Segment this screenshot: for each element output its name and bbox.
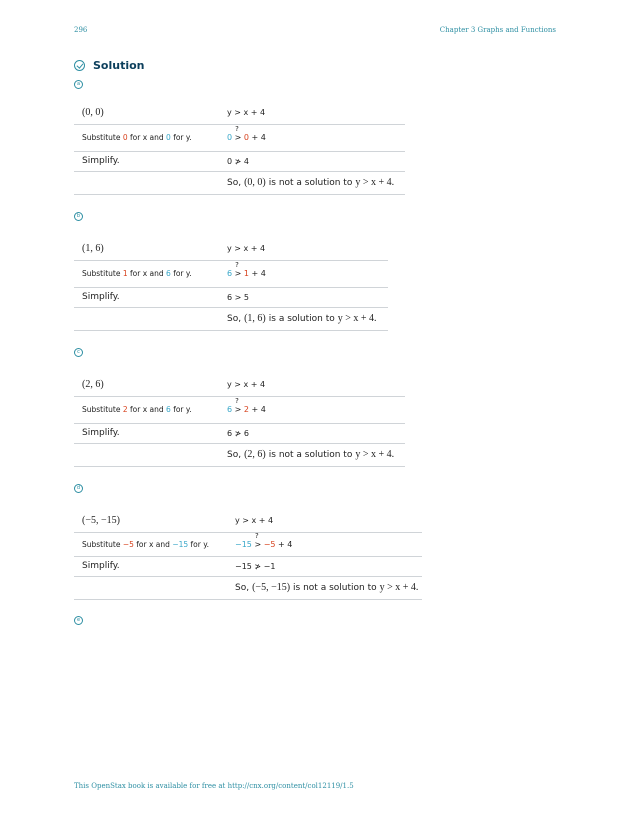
table-row xyxy=(74,124,405,151)
conclusion: So, (0, 0) is not a solution to y > x + 4. xyxy=(219,171,405,194)
table-row xyxy=(74,443,405,466)
table-row xyxy=(74,232,388,260)
footer-note: This OpenStax book is available for free at http://cnx.org/content/col12119/1.5 xyxy=(74,782,354,790)
part-marker-a: a xyxy=(74,80,83,89)
table-row xyxy=(74,532,422,556)
substitute-instruction: Substitute 1 for x and 6 for y. xyxy=(74,260,219,287)
table-row xyxy=(74,151,405,171)
step-table-b xyxy=(74,232,388,331)
table-row xyxy=(74,396,405,423)
simplified-result: −15 ≯ −1 xyxy=(227,556,422,576)
table-row xyxy=(74,504,422,532)
part-marker-e: e xyxy=(74,616,83,625)
conclusion: So, (2, 6) is not a solution to y > x + 4. xyxy=(219,443,405,466)
step-table-a xyxy=(74,96,405,195)
substituted-inequality: −15 ? > −5 + 4 xyxy=(227,532,422,556)
table-row xyxy=(74,287,388,307)
part-marker-c: c xyxy=(74,348,83,357)
table-row xyxy=(74,307,388,330)
point-label: (−5, −15) xyxy=(82,515,120,527)
chapter-title: Chapter 3 Graphs and Functions xyxy=(439,26,556,34)
substitute-instruction: Substitute 0 for x and 0 for y. xyxy=(74,124,219,151)
point-label: (0, 0) xyxy=(82,107,104,119)
table-row xyxy=(74,368,405,396)
substituted-inequality: 0 ? > 0 + 4 xyxy=(219,124,405,151)
simplify-label: Simplify. xyxy=(74,423,219,443)
point-label: (1, 6) xyxy=(82,243,104,255)
check-circle-icon xyxy=(74,60,85,71)
inequality: y > x + 4 xyxy=(227,244,266,254)
page-number: 296 xyxy=(74,26,88,34)
simplified-result: 6 ≯ 6 xyxy=(219,423,405,443)
table-row xyxy=(74,260,388,287)
simplified-result: 0 ≯ 4 xyxy=(219,151,405,171)
simplify-label: Simplify. xyxy=(74,556,227,576)
conclusion: So, (−5, −15) is not a solution to y > x + 4. xyxy=(227,576,422,599)
table-row xyxy=(74,171,405,194)
substitute-instruction: Substitute 2 for x and 6 for y. xyxy=(74,396,219,423)
inequality: y > x + 4 xyxy=(235,516,274,526)
table-row xyxy=(74,556,422,576)
simplified-result: 6 > 5 xyxy=(219,287,388,307)
simplify-label: Simplify. xyxy=(74,151,219,171)
solution-title: Solution xyxy=(93,59,145,72)
inequality: y > x + 4 xyxy=(227,108,266,118)
substituted-inequality: 6 ? > 2 + 4 xyxy=(219,396,405,423)
table-row xyxy=(74,423,405,443)
table-row xyxy=(74,96,405,124)
part-marker-b: b xyxy=(74,212,83,221)
inequality: y > x + 4 xyxy=(227,380,266,390)
part-marker-d: d xyxy=(74,484,83,493)
point-label: (2, 6) xyxy=(82,379,104,391)
conclusion: So, (1, 6) is a solution to y > x + 4. xyxy=(219,307,388,330)
solution-heading xyxy=(74,59,145,72)
substituted-inequality: 6 ? > 1 + 4 xyxy=(219,260,388,287)
table-row xyxy=(74,576,422,599)
step-table-d xyxy=(74,504,422,600)
step-table-c xyxy=(74,368,405,467)
simplify-label: Simplify. xyxy=(74,287,219,307)
substitute-instruction: Substitute −5 for x and −15 for y. xyxy=(74,532,227,556)
